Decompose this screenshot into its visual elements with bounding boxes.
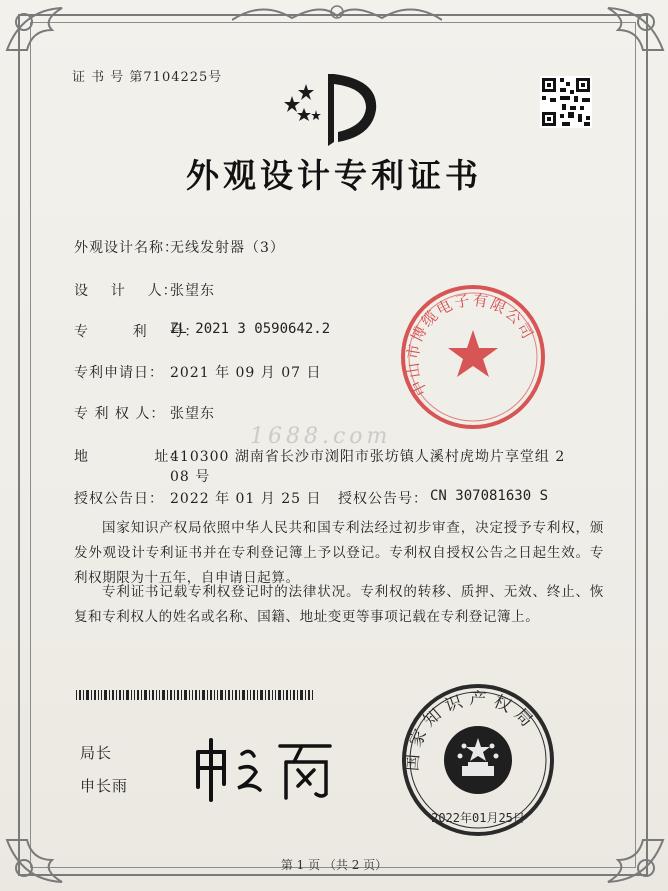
watermark: 1688.com [250,424,392,449]
barcode-icon [76,690,314,700]
field-value-patent-number: ZL 2021 3 0590642.2 [170,321,331,337]
red-company-seal-icon [398,282,548,432]
field-label-designer: 设 计 人： [74,283,178,299]
red-seal-text: 中山市博缆电子有限公司 [403,290,538,399]
certificate-title: 外观设计专利证书 [186,156,482,195]
patent-office-logo-icon [284,70,384,150]
field-label-patent-number: 专 利 号： [74,324,200,340]
director-name: 申长雨 [80,777,129,795]
field-value-designer: 张望东 [170,283,215,299]
corner-ornament-top-left [2,0,92,60]
corner-ornament-top-right [580,0,668,60]
field-label-patentee: 专 利 权 人： [74,406,166,422]
director-title: 局长 [80,744,113,762]
paragraph-legal-status: 专利证书记载专利权登记时的法律状况。专利权的转移、质押、无效、终止、恢复和专利权人的姓名或名称、国籍、地址变更等事项记载在专利登记簿上。 [74,584,604,625]
grant-number-value: CN 307081630 S [430,488,549,504]
field-value-patentee: 张望东 [170,406,215,422]
field-label-design-name: 外观设计名称： [74,240,179,256]
field-label-application-date: 专利申请日： [74,365,164,381]
national-seal-date: 2022年01月25日 [431,811,525,825]
field-value-design-name: 无线发射器（3） [170,240,285,256]
certificate-number: 证 书 号 第7104225号 [72,70,223,85]
signature-icon [190,732,340,802]
field-value-application-date: 2021 年 09 月 07 日 [170,365,322,381]
paragraph-grant-statement: 国家知识产权局依照中华人民共和国专利法经过初步审查，决定授予专利权，颁发外观设计专利证书并在专利登记簿上予以登记。专利权自授权公告之日起生效。专利权期限为十五年，自申请日起算。 [74,520,604,586]
field-label-address: 地 址： [74,449,185,465]
qr-code-icon [540,76,592,128]
national-emblem-seal-icon [398,680,558,840]
top-center-ornament [232,0,442,30]
page-footer: 第 1 页 （共 2 页） [280,858,388,872]
grant-date-label: 授权公告日： [74,491,164,507]
national-seal-text: 国家知识产权局 [402,689,541,772]
grant-date-value: 2022 年 01 月 25 日 [170,491,322,507]
field-value-address-line2: 08 号 [170,469,211,485]
grant-number-label: 授权公告号： [338,491,428,507]
field-value-address: 410300 湖南省长沙市浏阳市张坊镇人溪村虎坳片享堂组 2 [170,449,566,465]
